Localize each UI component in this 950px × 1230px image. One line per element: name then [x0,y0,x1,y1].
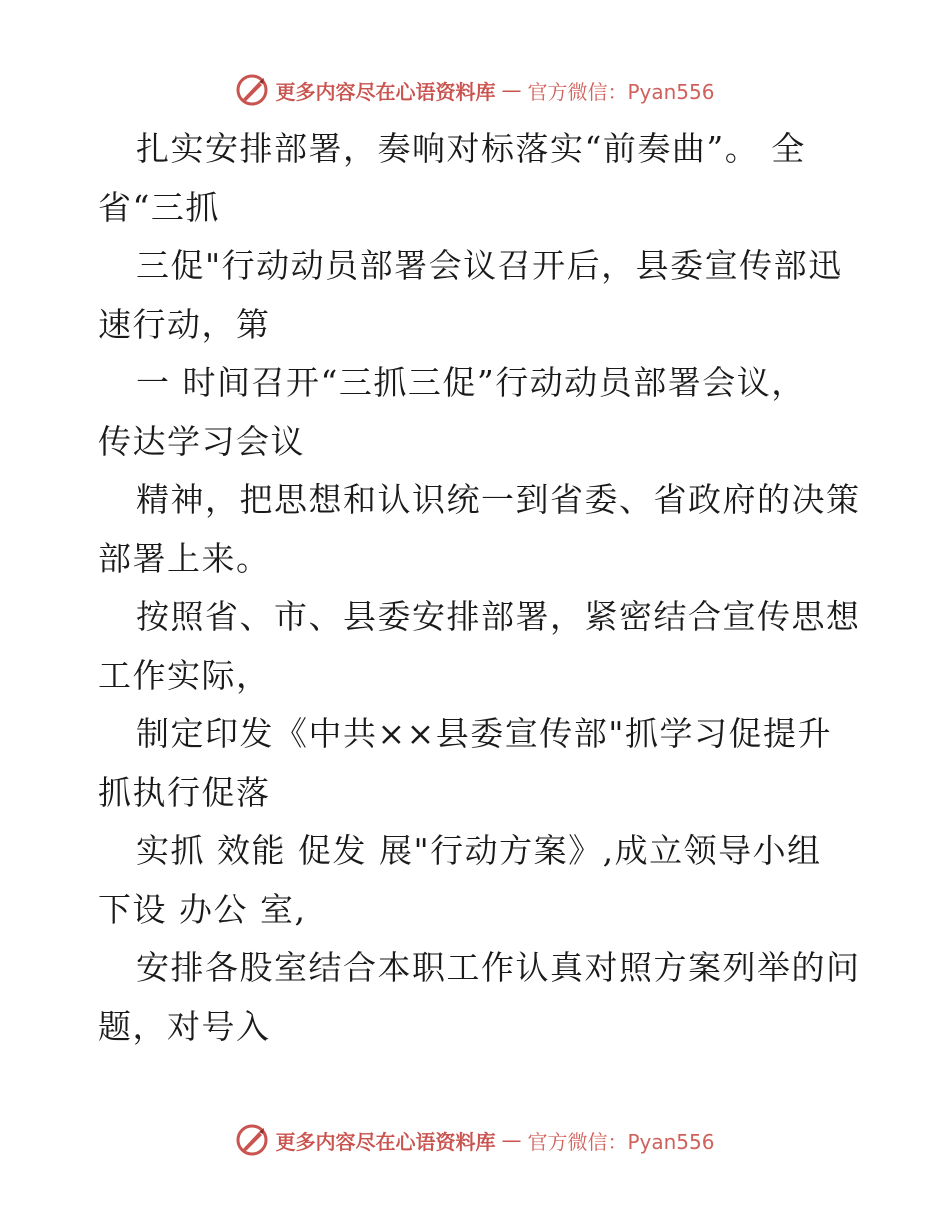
header-watermark [0,70,950,110]
document-body [98,120,861,1056]
body-line: 三促"行动动员部署会议召开后，县委宣传部迅 [136,246,843,285]
body-line: 题，对号入 [98,1006,271,1046]
quill-logo-icon [235,73,269,107]
quill-logo-icon [235,1123,269,1157]
body-line: 省“三抓 [98,187,220,227]
body-line: 精神，把思想和认识统一到省委、省政府的决策 [136,480,861,519]
body-line: 安排各股室结合本职工作认真对照方案列举的问 [136,948,861,987]
watermark-text: 更多内容尽在心语资料库 [275,1129,496,1154]
body-line: 部署上来。 [98,538,271,578]
watermark-dash: — [501,78,522,102]
body-line: 工作实际， [98,655,271,695]
body-line: 速行动，第 [98,304,271,344]
body-line: 抓执行促落 [98,772,271,812]
watermark-official-account: 官方微信：Pyan556 [527,79,715,104]
body-line: 传达学习会议 [98,421,305,461]
watermark-text: 更多内容尽在心语资料库 [275,79,496,104]
body-line: 一 时间召开“三抓三促”行动动员部署会议， [136,363,806,402]
body-line: 制定印发《中共××县委宣传部"抓学习促提升 [136,714,832,753]
watermark-official-account: 官方微信：Pyan556 [527,1129,715,1154]
footer-watermark [0,1120,950,1160]
body-line: 扎实安排部署，奏响对标落实“前奏曲”。 全 [136,129,806,168]
body-line: 按照省、市、县委安排部署，紧密结合宣传思想 [136,597,861,636]
body-line: 实抓 效能 促发 展"行动方案》,成立领导小组 [136,831,822,870]
watermark-dash: — [501,1128,522,1152]
body-line: 下设 办公 室, [98,889,307,929]
